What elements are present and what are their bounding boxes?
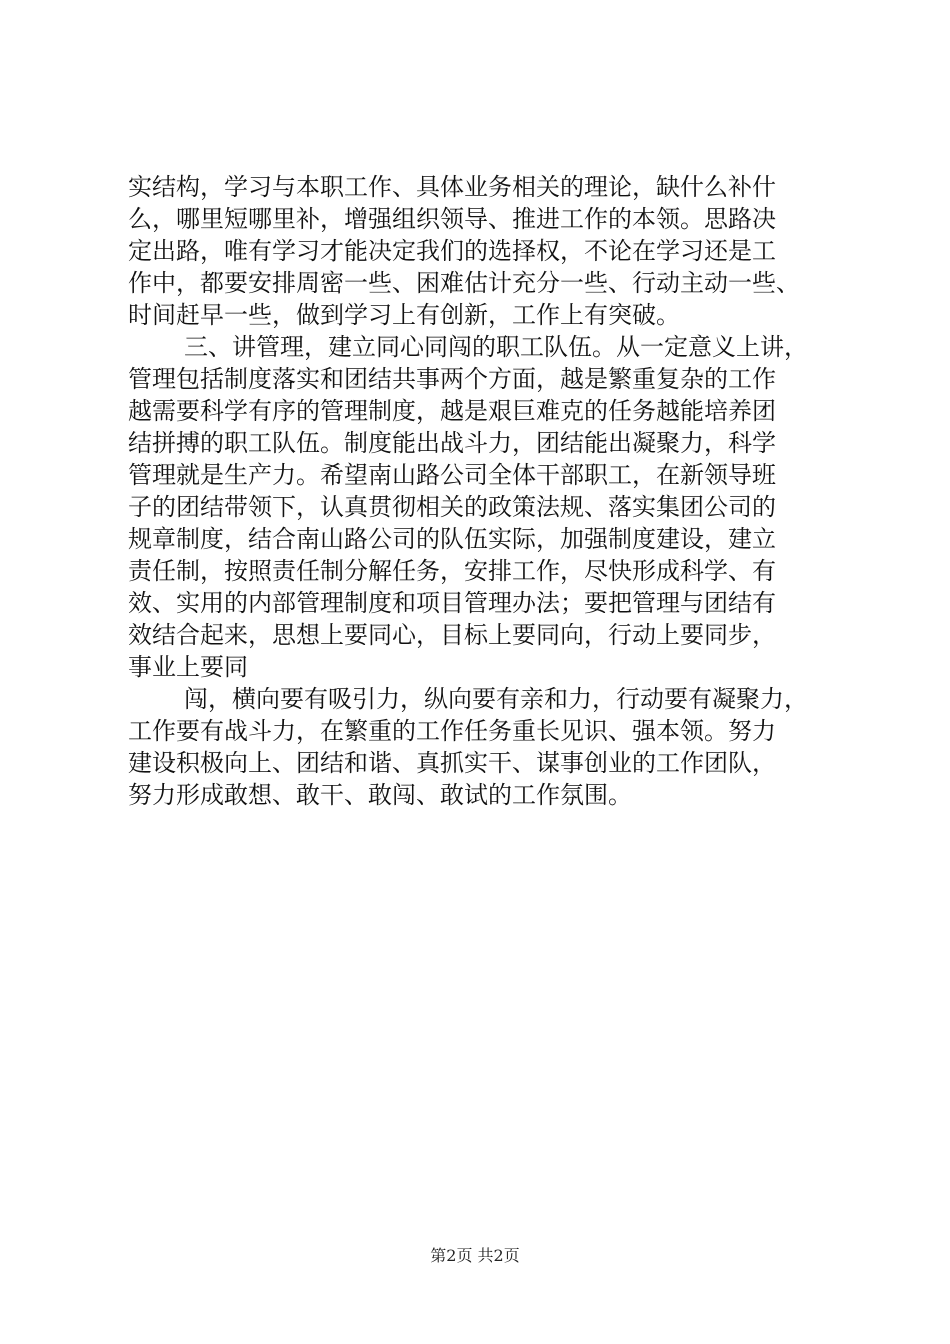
text-line: 子的团结带领下，认真贯彻相关的政策法规、落实集团公司的: [128, 493, 776, 521]
text-line: 工作要有战斗力，在繁重的工作任务重长见识、强本领。努力: [128, 717, 776, 745]
paragraph-start-line: 闯，横向要有吸引力，纵向要有亲和力，行动要有凝聚力，: [184, 685, 808, 713]
text-line: 事业上要同: [128, 653, 248, 681]
text-line: 么，哪里短哪里补，增强组织领导、推进工作的本领。思路决: [128, 205, 776, 233]
text-line: 结拼搏的职工队伍。制度能出战斗力，团结能出凝聚力，科学: [128, 429, 776, 457]
text-line: 定出路，唯有学习才能决定我们的选择权，不论在学习还是工: [128, 237, 776, 265]
text-line: 作中，都要安排周密一些、困难估计充分一些、行动主动一些、: [128, 269, 800, 297]
text-line: 时间赶早一些，做到学习上有创新，工作上有突破。: [128, 301, 680, 329]
document-body: [128, 171, 828, 811]
text-line: 规章制度，结合南山路公司的队伍实际，加强制度建设，建立: [128, 525, 776, 553]
text-line: 效、实用的内部管理制度和项目管理办法；要把管理与团结有: [128, 589, 776, 617]
text-line: 效结合起来，思想上要同心，目标上要同向，行动上要同步，: [128, 621, 776, 649]
text-line: 越需要科学有序的管理制度，越是艰巨难克的任务越能培养团: [128, 397, 776, 425]
text-line: 建设积极向上、团结和谐、真抓实干、谋事创业的工作团队，: [128, 749, 776, 777]
text-line: 管理包括制度落实和团结共事两个方面，越是繁重复杂的工作: [128, 365, 776, 393]
paragraph-start-line: 三、讲管理，建立同心同闯的职工队伍。从一定意义上讲，: [184, 333, 808, 361]
text-line: 实结构，学习与本职工作、具体业务相关的理论，缺什么补什: [128, 173, 776, 201]
text-line: 努力形成敢想、敢干、敢闯、敢试的工作氛围。: [128, 781, 632, 809]
text-line: 管理就是生产力。希望南山路公司全体干部职工，在新领导班: [128, 461, 776, 489]
page-number-footer: 第2页 共2页: [430, 1246, 520, 1265]
text-line: 责任制，按照责任制分解任务，安排工作，尽快形成科学、有: [128, 557, 776, 585]
